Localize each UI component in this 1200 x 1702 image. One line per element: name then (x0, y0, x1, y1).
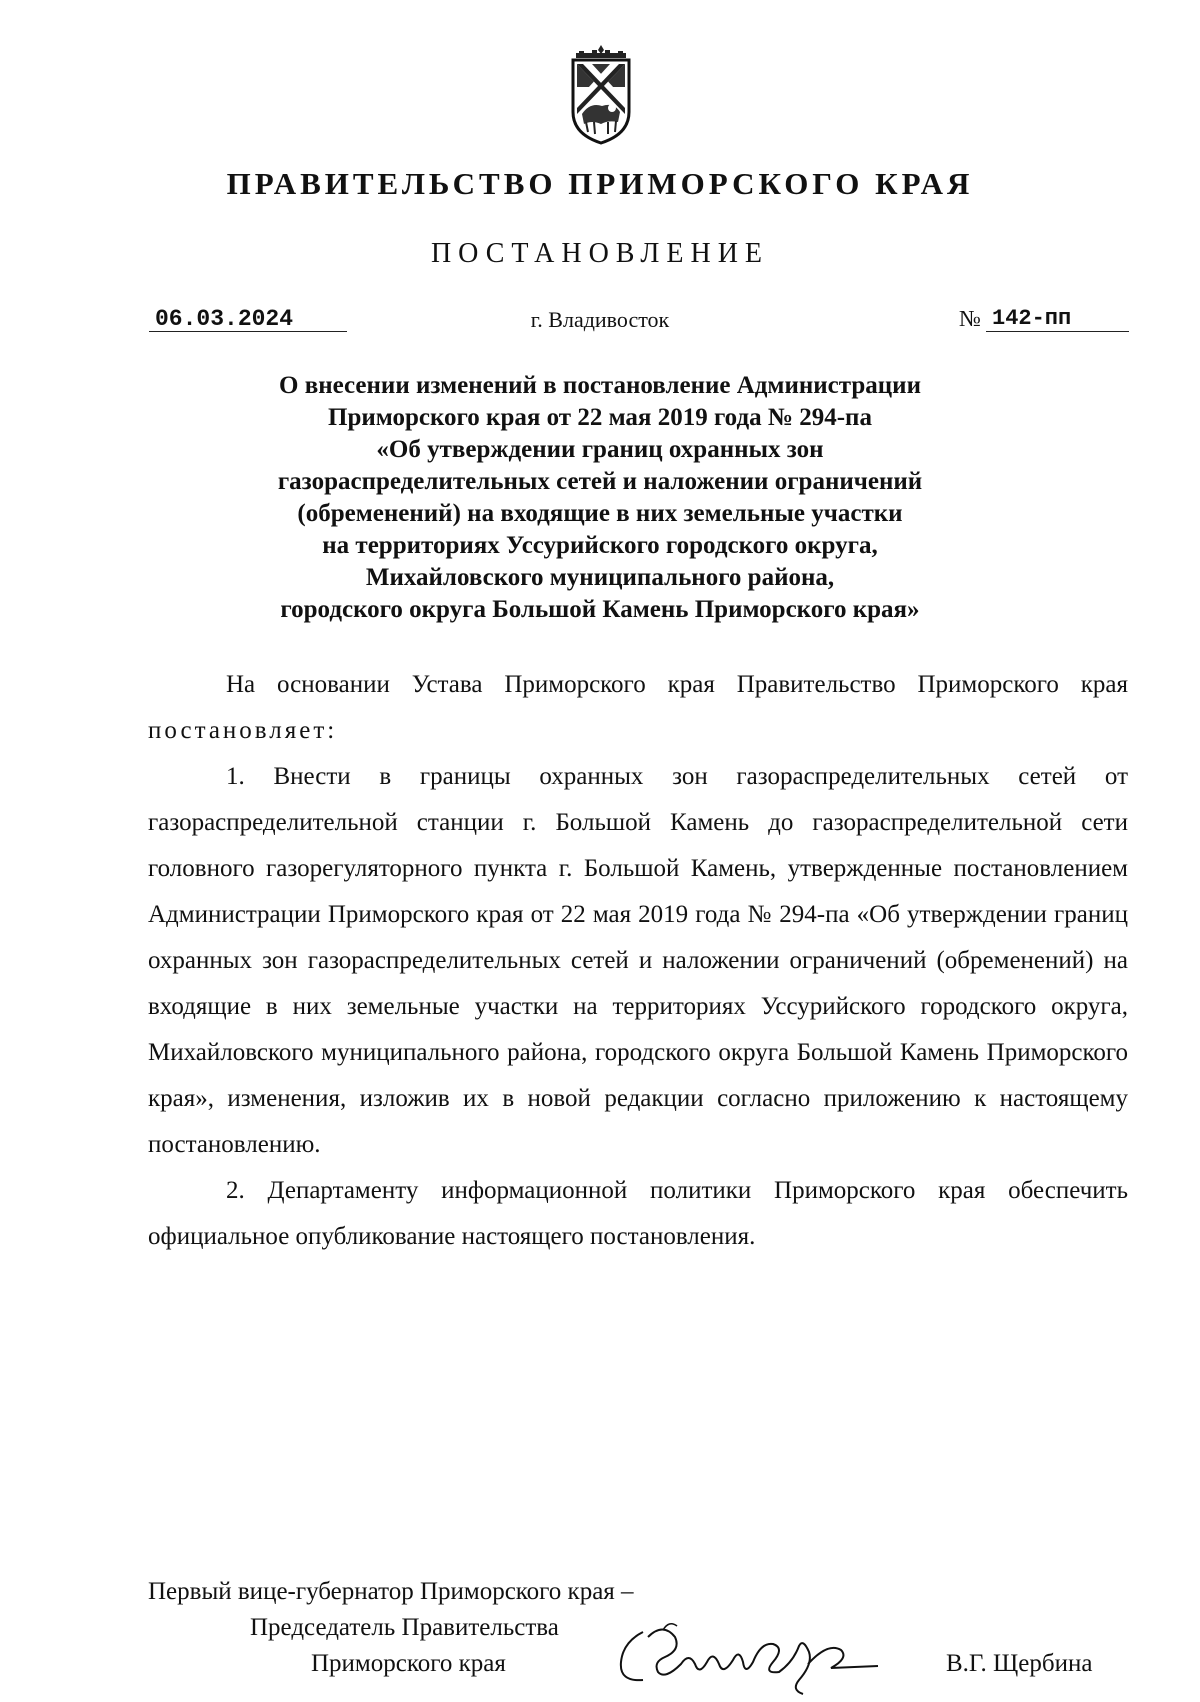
title-line: (обременений) на входящие в них земельные участки (297, 500, 903, 527)
organization-name: ПРАВИТЕЛЬСТВО ПРИМОРСКОГО КРАЯ (226, 166, 974, 201)
decree-word: постановляет: (148, 717, 338, 744)
preamble-text: На основании Устава Приморского края Правительство Приморского края (226, 671, 1128, 698)
title-line: городского округа Большой Камень Приморского края» (280, 596, 920, 623)
title-line: Михайловского муниципального района, (365, 564, 835, 591)
preamble-paragraph (148, 662, 1128, 754)
signer-position-line2: Председатель Правительства (250, 1614, 559, 1641)
signer-position-line1: Первый вице-губернатор Приморского края – (148, 1578, 634, 1605)
number-sign: № (959, 306, 981, 331)
act-type: ПОСТАНОВЛЕНИЕ (430, 238, 770, 269)
title-line: О внесении изменений в постановление Администрации (279, 372, 921, 399)
act-date: 06.03.2024 (155, 306, 294, 332)
title-line: газораспределительных сетей и наложении ограничений (277, 468, 923, 495)
number-underline (986, 331, 1129, 332)
item-1: 1. Внести в границы охранных зон газораспределительных сетей от газораспределительной станции г. Большой Камень до газораспределительной сети головного газорегуляторного пункта г. Большой Камень, утвержденные постановлением Администрации Приморского края от 22 мая 2019 года № 294-па «Об утверждении границ охранных зон газораспределительных сетей и наложении ограничений (обременений) на входящие в них земельные участки на территориях Уссурийского городского округа, Михайловского муниципального района, городского округа Большой Камень Приморского края», изменения, изложив их в новой редакции согласно приложению к настоящему постановлению. (148, 763, 1128, 1158)
title-line: на территориях Уссурийского городского округа, (322, 532, 878, 559)
act-number: 142-пп (992, 306, 1072, 331)
signer-position-line3: Приморского края (311, 1650, 506, 1677)
item-2: 2. Департаменту информационной политики Приморского края обеспечить официальное опубликование настоящего постановления. (148, 1177, 1128, 1250)
title-line: Приморского края от 22 мая 2019 года № 294-па (328, 404, 872, 431)
act-city: г. Владивосток (530, 307, 670, 332)
document-title (0, 370, 1200, 626)
signer-name: В.Г. Щербина (946, 1650, 1093, 1677)
signature-icon (603, 1602, 903, 1702)
document-body (148, 662, 1128, 1260)
title-line: «Об утверждении границ охранных зон (376, 436, 824, 463)
coat-of-arms-icon (568, 42, 634, 146)
